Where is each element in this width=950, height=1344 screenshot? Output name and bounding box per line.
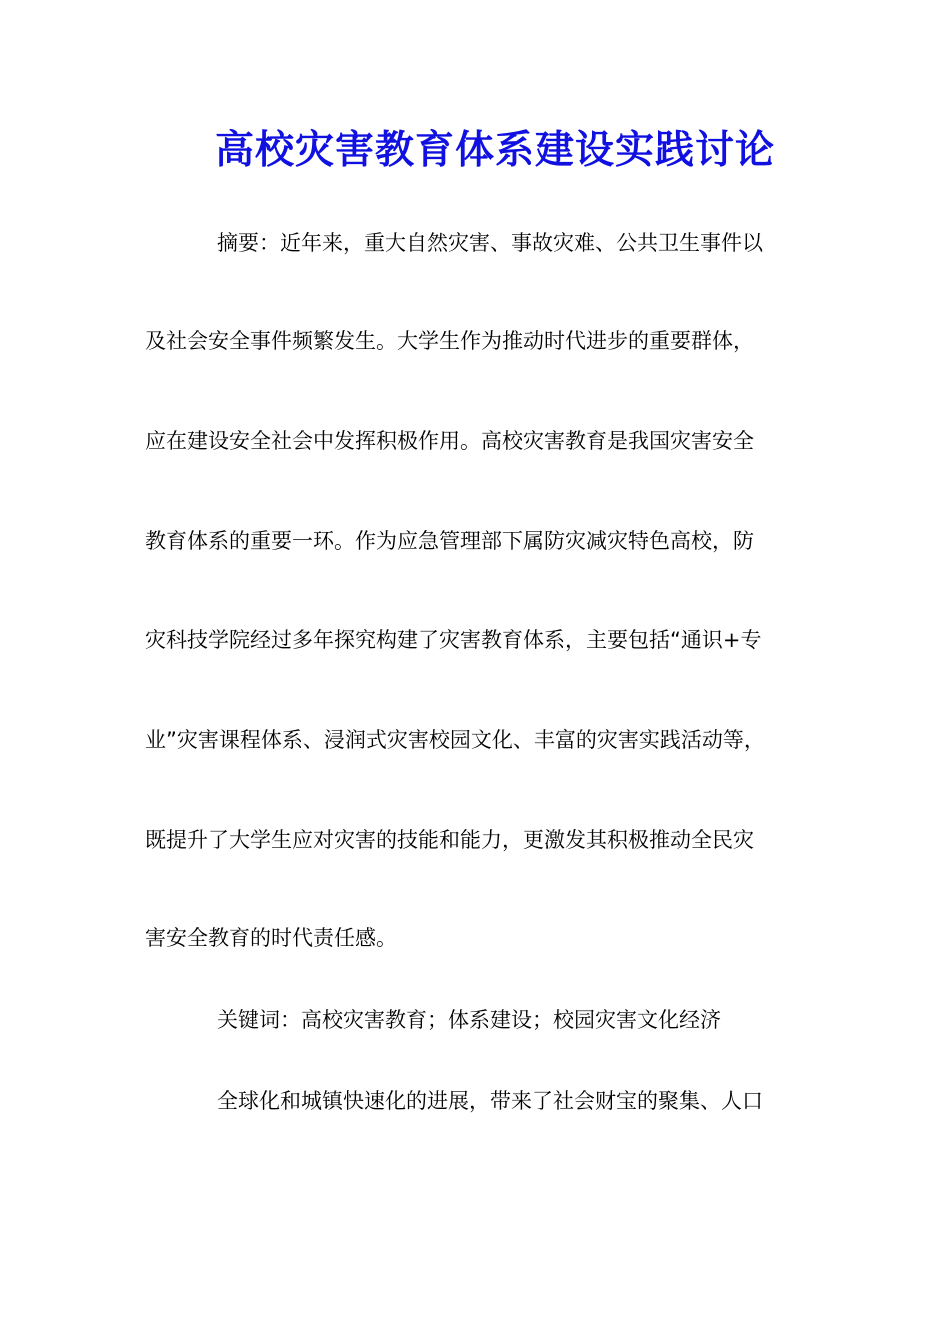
body-line-1: 全球化和城镇快速化的进展，带来了社会财宝的聚集、人口 <box>217 1089 763 1113</box>
abstract-line-3: 应在建设安全社会中发挥积极作用。高校灾害教育是我国灾害安全 <box>145 429 754 453</box>
abstract-line-1: 摘要：近年来，重大自然灾害、事故灾难、公共卫生事件以 <box>217 231 763 255</box>
abstract-line-8: 害安全教育的时代责任感。 <box>145 926 397 950</box>
abstract-line-4: 教育体系的重要一环。作为应急管理部下属防灾减灾特色高校，防 <box>145 529 754 553</box>
keywords-line: 关键词：高校灾害教育；体系建设；校园灾害文化经济 <box>217 1008 721 1032</box>
abstract-line-6: 业”灾害课程体系、浸润式灾害校园文化、丰富的灾害实践活动等， <box>145 728 765 752</box>
abstract-line-2: 及社会安全事件频繁发生。大学生作为推动时代进步的重要群体， <box>145 329 754 353</box>
abstract-line-7: 既提升了大学生应对灾害的技能和能力，更激发其积极推动全民灾 <box>145 828 754 852</box>
abstract-line-5: 灾科技学院经过多年探究构建了灾害教育体系，主要包括“通识+专 <box>145 628 762 652</box>
document-title: 高校灾害教育体系建设实践讨论 <box>214 127 775 173</box>
